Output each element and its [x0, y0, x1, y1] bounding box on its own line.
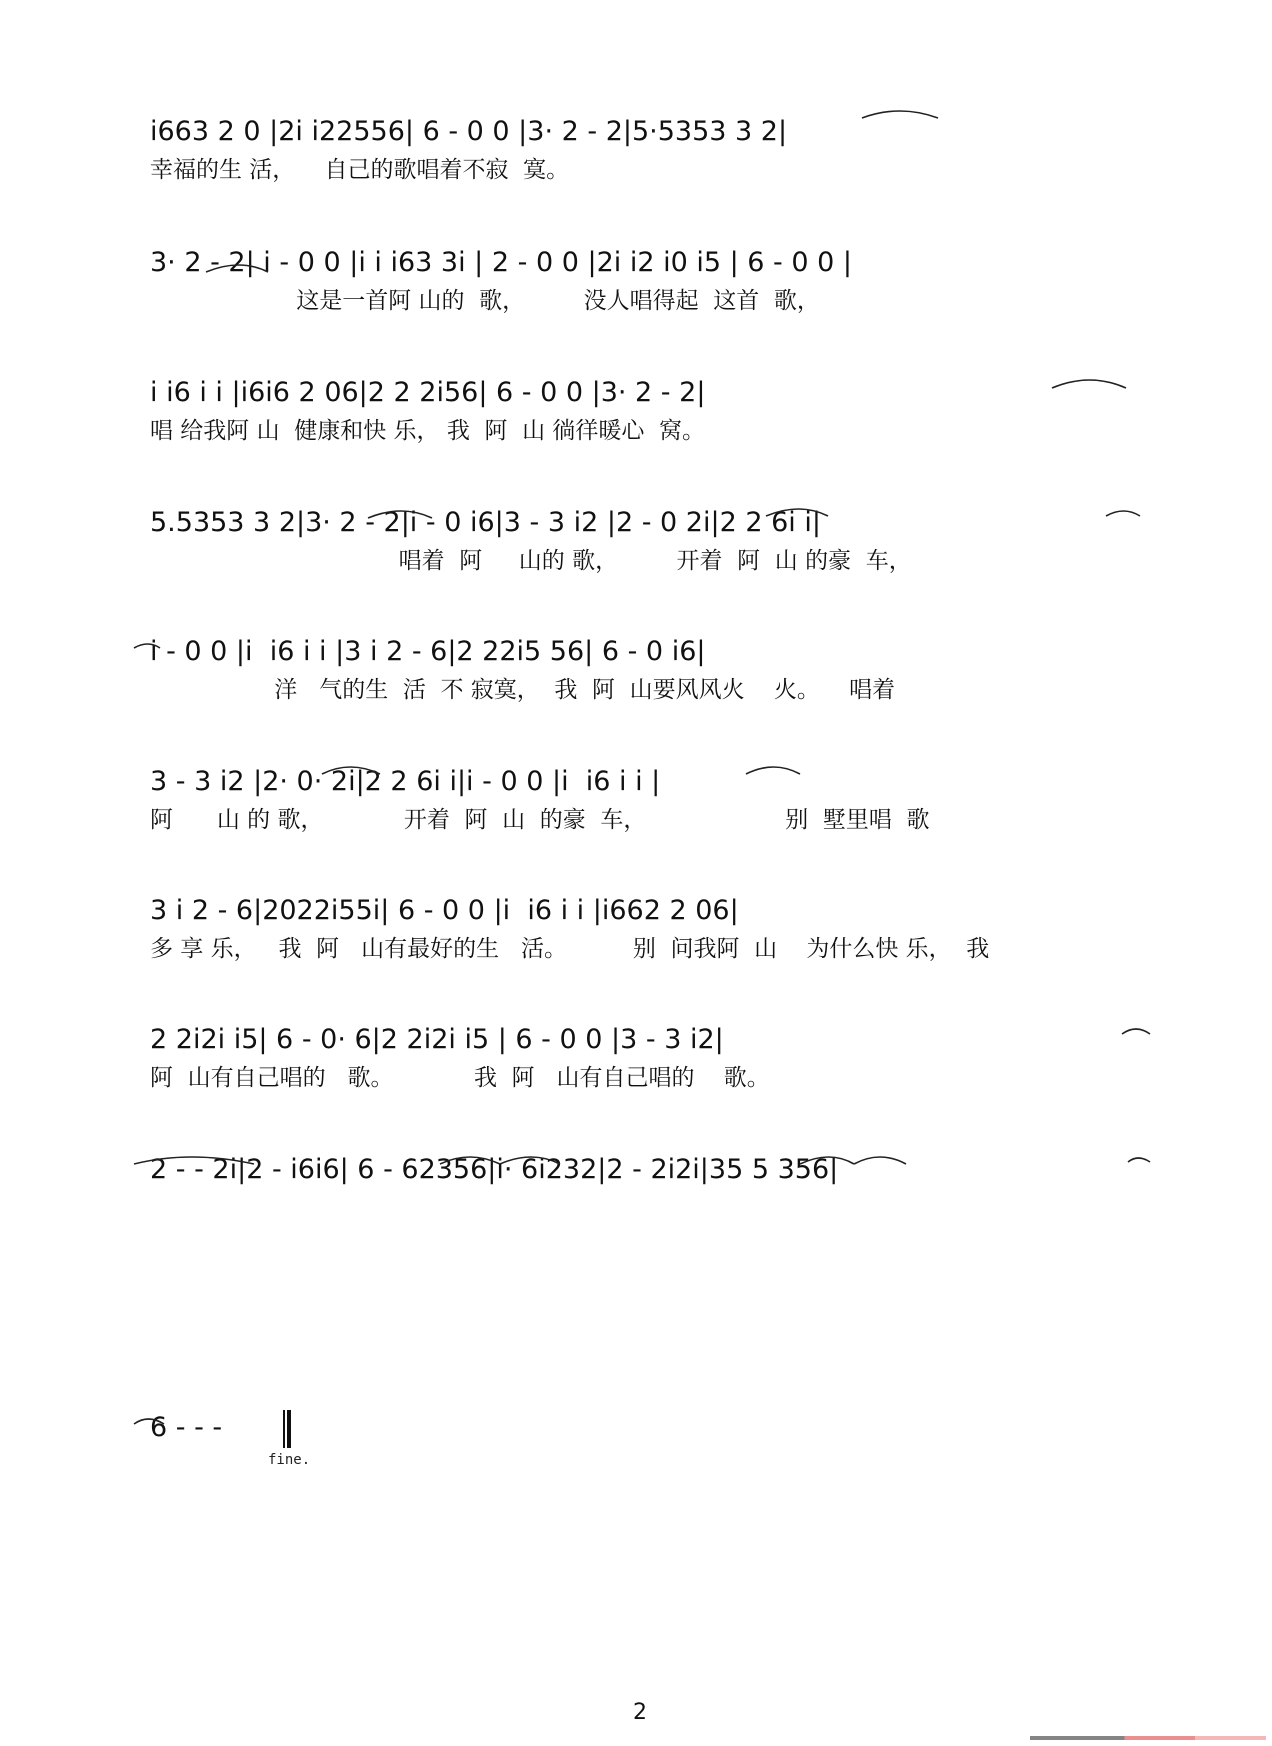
score-system-4: [150, 503, 1150, 613]
notation-line: 2 2i2i i5| 6 - 0· 6|2 2i2i i5 | 6 - 0 0 |3 - 3 i2|: [150, 1024, 724, 1055]
score-system-7: [150, 891, 1150, 1001]
final-barline: [283, 1410, 291, 1448]
score-system-8: [150, 1020, 1150, 1130]
score-system-6: [150, 762, 1150, 872]
lyrics-line: 这是一首阿 山的 歌， 没人唱得起 这首 歌，: [150, 288, 820, 314]
notation-line: i663 2 0 |2i i22556| 6 - 0 0 |3· 2 - 2|5·5353 3 2|: [150, 116, 788, 147]
page-number: 2: [633, 1700, 647, 1725]
lyrics-line: 唱 给我阿 山 健康和快 乐， 我 阿 山 徜徉暖心 窝。: [150, 418, 706, 444]
score-system-9: [150, 1150, 1150, 1260]
watermark-logo: [1030, 1730, 1266, 1744]
lyrics-line: 洋 气的生 活 不 寂寞， 我 阿 山要风风火 火。 唱着: [150, 677, 896, 703]
lyrics-line: 阿 山 的 歌， 开着 阿 山 的豪 车， 别 墅里唱 歌: [150, 807, 930, 833]
lyrics-line: 幸福的生 活， 自己的歌唱着不寂 寞。: [150, 157, 570, 183]
notation-line: 2 - - 2i|2 - i6i6| 6 - 62356|i· 6i232|2 - 2i2i|35 5 356|: [150, 1154, 839, 1185]
notation-line: 6 - - -: [150, 1412, 223, 1443]
notation-line: 3· 2 - 2| i - 0 0 |i i i63 3i | 2 - 0 0 |2i i2 i0 i5 | 6 - 0 0 |: [150, 247, 852, 278]
score-system-5: [150, 632, 1150, 742]
lyrics-line: 阿 山有自己唱的 歌。 我 阿 山有自己唱的 歌。: [150, 1065, 770, 1091]
notation-line: 3 - 3 i2 |2· 0· 2i|2 2 6i i|i - 0 0 |i i6 i i |: [150, 766, 661, 797]
score-system-3: [150, 373, 1150, 483]
score-system-1: [150, 112, 1150, 222]
notation-line: 5.5353 3 2|3· 2 - 2|i - 0 i6|3 - 3 i2 |2 - 0 2i|2 2 6i i|: [150, 507, 821, 538]
notation-line: 3 i 2 - 6|2022i55i| 6 - 0 0 |i i6 i i |i662 2 06|: [150, 895, 739, 926]
notation-line: i - 0 0 |i i6 i i |3 i 2 - 6|2 22i5 56| 6 - 0 i6|: [150, 636, 706, 667]
notation-line: i i6 i i |i6i6 2 06|2 2 2i56| 6 - 0 0 |3· 2 - 2|: [150, 377, 706, 408]
lyrics-line: 多 享 乐， 我 阿 山有最好的生 活。 别 问我阿 山 为什么快 乐， 我: [150, 936, 990, 962]
lyrics-line: 唱着 阿 山的 歌， 开着 阿 山 的豪 车，: [150, 548, 912, 574]
fine-marking: fine.: [268, 1452, 311, 1468]
score-system-2: [150, 243, 1150, 353]
